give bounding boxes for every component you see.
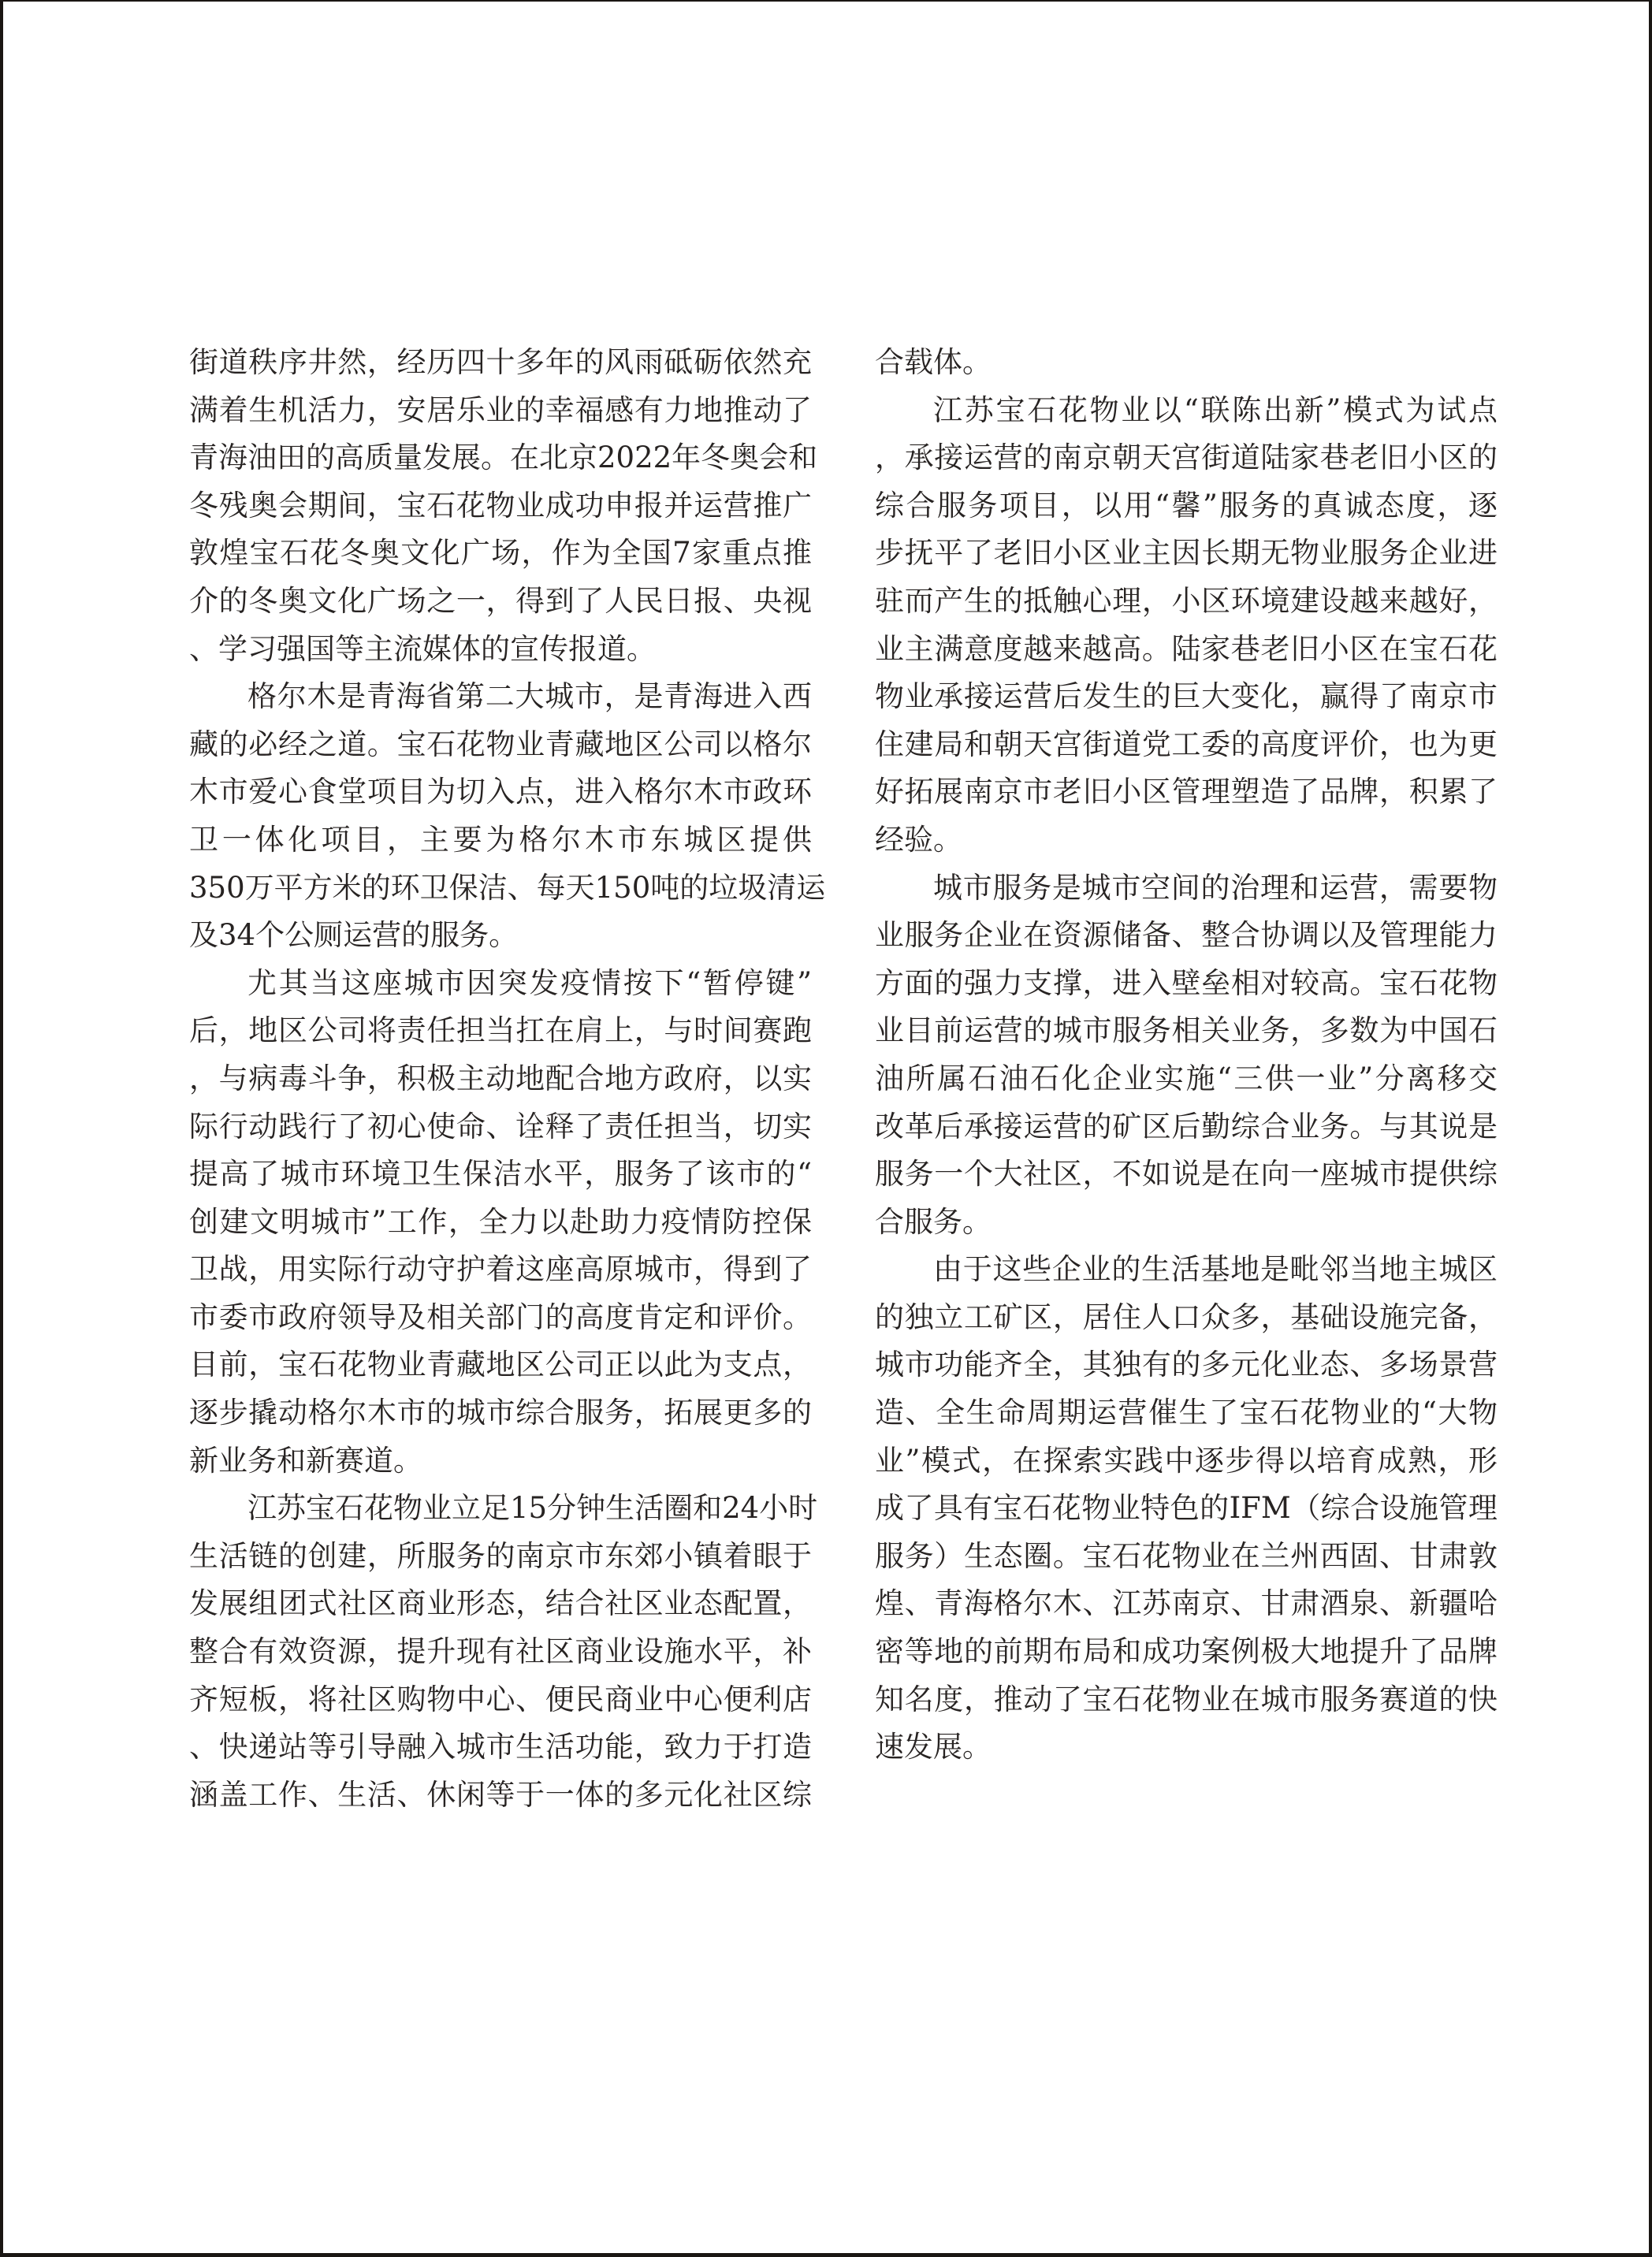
text-line: 及34个公厕运营的服务。 bbox=[189, 918, 519, 953]
text-line: 速发展。 bbox=[875, 1730, 992, 1764]
text-line: 提高了城市环境卫生保洁水平，服务了该市的“ bbox=[189, 1157, 812, 1192]
text-line: 卫一体化项目，主要为格尔木市东城区提供 bbox=[189, 822, 812, 857]
text-line: 改革后承接运营的矿区后勤综合业务。与其说是 bbox=[875, 1109, 1498, 1143]
text-line: 藏的必经之道。宝石花物业青藏地区公司以格尔 bbox=[189, 727, 812, 761]
text-line: 敦煌宝石花冬奥文化广场，作为全国7家重点推 bbox=[189, 536, 812, 571]
text-line: 、学习强国等主流媒体的宣传报道。 bbox=[189, 631, 656, 666]
text-line: 的独立工矿区，居住人口众多，基础设施完备， bbox=[875, 1300, 1498, 1334]
text-line: 木市爱心食堂项目为切入点，进入格尔木市政环 bbox=[189, 775, 812, 809]
text-line: 介的冬奥文化广场之一，得到了人民日报、央视 bbox=[189, 583, 812, 618]
text-line: 市委市政府领导及相关部门的高度肯定和评价。 bbox=[189, 1300, 812, 1334]
text-line: 、快递站等引导融入城市生活功能，致力于打造 bbox=[189, 1730, 812, 1764]
text-line: 尤其当这座城市因突发疫情按下“暂停键” bbox=[247, 965, 812, 1000]
text-line: 城市服务是城市空间的治理和运营，需要物 bbox=[933, 870, 1498, 905]
text-line: 创建文明城市”工作，全力以赴助力疫情防控保 bbox=[189, 1204, 812, 1239]
text-line: 煌、青海格尔木、江苏南京、甘肃酒泉、新疆哈 bbox=[875, 1586, 1498, 1621]
text-line: 格尔木是青海省第二大城市，是青海进入西 bbox=[247, 679, 812, 714]
text-line: 服务一个大社区，不如说是在向一座城市提供综 bbox=[875, 1157, 1498, 1192]
text-line: 际行动践行了初心使命、诠释了责任担当，切实 bbox=[189, 1109, 812, 1143]
text-line: 步抚平了老旧小区业主因长期无物业服务企业进 bbox=[875, 536, 1498, 571]
text-line: 新业务和新赛道。 bbox=[189, 1443, 422, 1478]
text-line: 驻而产生的抵触心理，小区环境建设越来越好， bbox=[875, 583, 1498, 618]
text-line: 业”模式，在探索实践中逐步得以培育成熟，形 bbox=[875, 1443, 1498, 1478]
text-line: 街道秩序井然，经历四十多年的风雨砥砺依然充 bbox=[189, 345, 812, 379]
text-line: 合服务。 bbox=[875, 1204, 992, 1239]
text-line: 物业承接运营后发生的巨大变化，赢得了南京市 bbox=[875, 679, 1498, 714]
text-line: 住建局和朝天宫街道党工委的高度评价，也为更 bbox=[875, 727, 1498, 761]
text-line: 发展组团式社区商业形态，结合社区业态配置， bbox=[189, 1586, 812, 1621]
text-column-left bbox=[189, 339, 826, 1819]
text-line: 涵盖工作、生活、休闲等于一体的多元化社区综 bbox=[189, 1777, 812, 1812]
text-line: 业目前运营的城市服务相关业务，多数为中国石 bbox=[875, 1013, 1498, 1048]
text-line: 密等地的前期布局和成功案例极大地提升了品牌 bbox=[875, 1634, 1498, 1669]
text-column-right bbox=[875, 339, 1498, 1819]
text-line: 造、全生命周期运营催生了宝石花物业的“大物 bbox=[875, 1396, 1498, 1430]
text-line: 业服务企业在资源储备、整合协调以及管理能力 bbox=[875, 918, 1498, 953]
text-line: 由于这些企业的生活基地是毗邻当地主城区 bbox=[933, 1252, 1498, 1287]
text-line: 卫战，用实际行动守护着这座高原城市，得到了 bbox=[189, 1252, 812, 1287]
text-line: 好拓展南京市老旧小区管理塑造了品牌，积累了 bbox=[875, 775, 1498, 809]
text-line: 整合有效资源，提升现有社区商业设施水平，补 bbox=[189, 1634, 812, 1669]
text-line: 青海油田的高质量发展。在北京2022年冬奥会和 bbox=[189, 441, 818, 475]
text-line: 350万平方米的环卫保洁、每天150吨的垃圾清运 bbox=[189, 870, 826, 905]
text-line: ，与病毒斗争，积极主动地配合地方政府，以实 bbox=[189, 1061, 812, 1095]
text-line: 成了具有宝石花物业特色的IFM（综合设施管理 bbox=[875, 1491, 1498, 1526]
text-line: 后，地区公司将责任担当扛在肩上，与时间赛跑 bbox=[189, 1013, 812, 1048]
text-line: 齐短板，将社区购物中心、便民商业中心便利店 bbox=[189, 1682, 812, 1716]
text-line: 经验。 bbox=[875, 822, 962, 857]
text-line: 油所属石油石化企业实施“三供一业”分离移交 bbox=[875, 1061, 1498, 1095]
text-line: 综合服务项目，以用“馨”服务的真诚态度，逐 bbox=[875, 488, 1498, 522]
text-line: 生活链的创建，所服务的南京市东郊小镇着眼于 bbox=[189, 1538, 812, 1573]
text-line: 满着生机活力，安居乐业的幸福感有力地推动了 bbox=[189, 392, 812, 427]
text-line: ，承接运营的南京朝天宫街道陆家巷老旧小区的 bbox=[875, 441, 1498, 475]
text-line: 目前，宝石花物业青藏地区公司正以此为支点， bbox=[189, 1348, 812, 1382]
text-line: 城市功能齐全，其独有的多元化业态、多场景营 bbox=[875, 1348, 1498, 1382]
text-line: 服务）生态圈。宝石花物业在兰州西固、甘肃敦 bbox=[875, 1538, 1498, 1573]
text-line: 合载体。 bbox=[875, 345, 992, 379]
text-line: 知名度，推动了宝石花物业在城市服务赛道的快 bbox=[875, 1682, 1498, 1716]
text-line: 业主满意度越来越高。陆家巷老旧小区在宝石花 bbox=[875, 631, 1498, 666]
text-line: 冬残奥会期间，宝石花物业成功申报并运营推广 bbox=[189, 488, 812, 522]
text-line: 江苏宝石花物业以“联陈出新”模式为试点 bbox=[933, 392, 1498, 427]
text-columns bbox=[189, 339, 1498, 1819]
text-line: 逐步撬动格尔木市的城市综合服务，拓展更多的 bbox=[189, 1396, 812, 1430]
text-line: 江苏宝石花物业立足15分钟生活圈和24小时 bbox=[247, 1491, 818, 1526]
text-line: 方面的强力支撑，进入壁垒相对较高。宝石花物 bbox=[875, 965, 1498, 1000]
